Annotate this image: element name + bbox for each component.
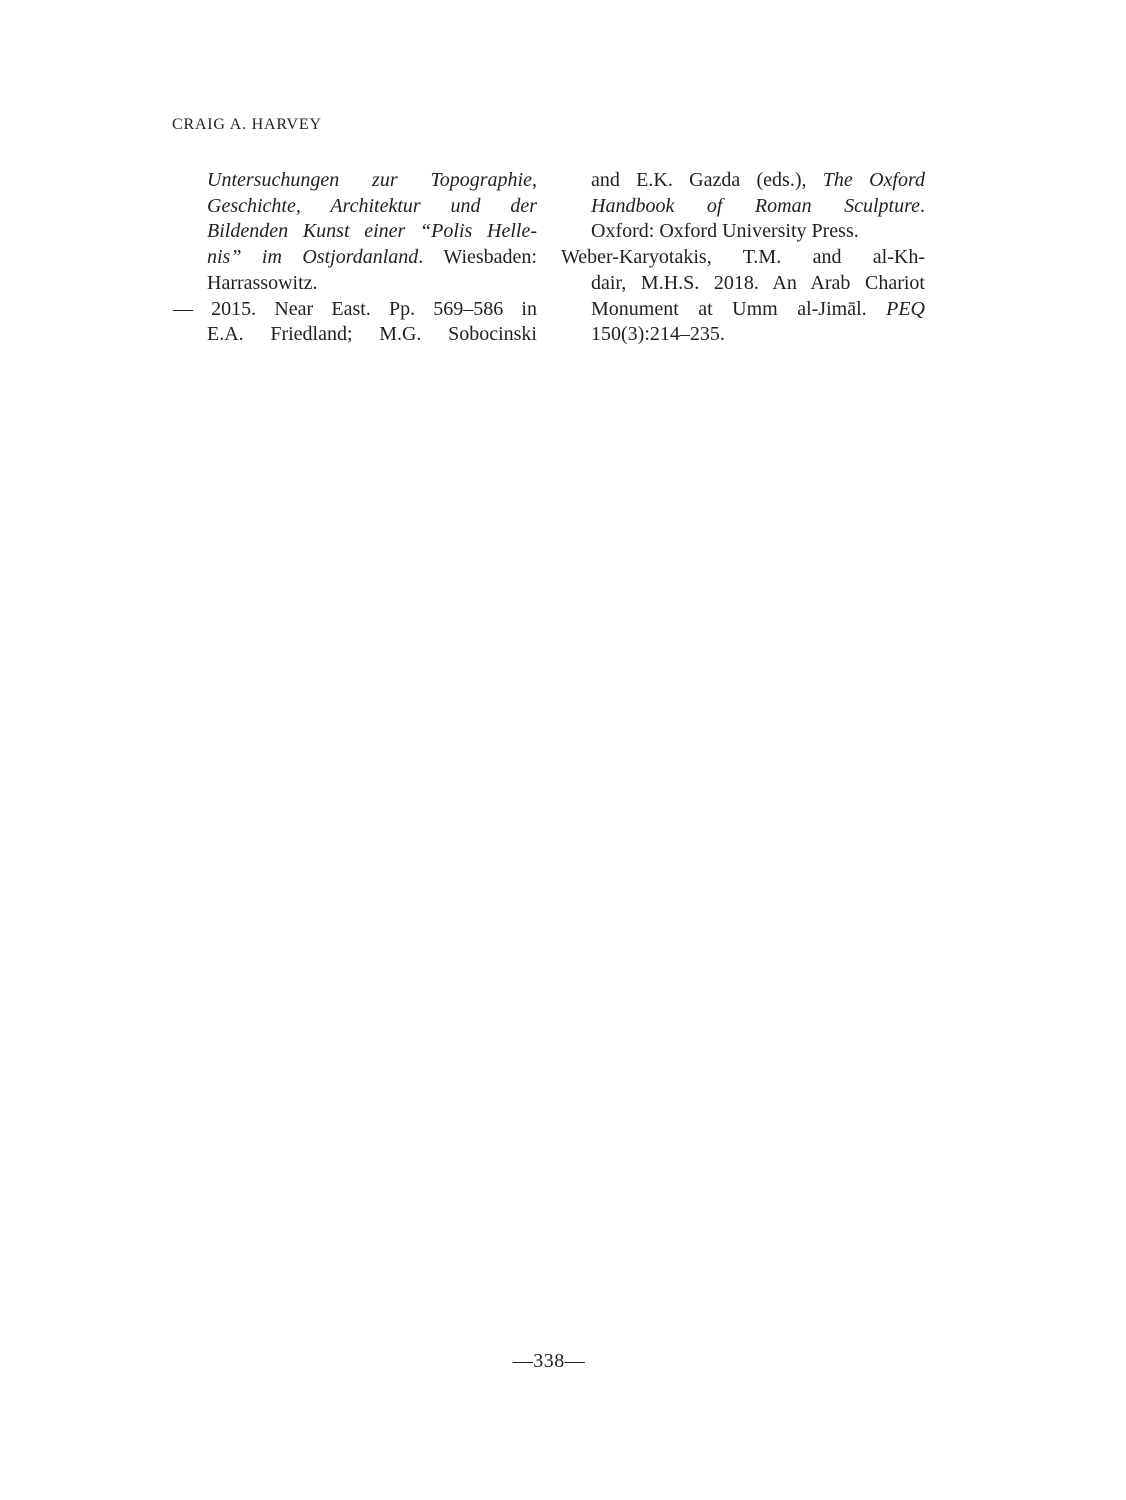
text-line [561, 168, 925, 194]
text-line [561, 245, 925, 271]
italic-text-run: Bildenden Kunst einer “Polis Helle- [207, 220, 537, 243]
bibliography-column-right [561, 168, 925, 348]
text-line [561, 271, 925, 297]
italic-text-run: Handbook of Roman Sculpture [591, 194, 920, 217]
text-run: dair, M.H.S. 2018. An Arab Chariot [591, 271, 925, 294]
text-line [173, 219, 537, 245]
text-run: Monument at Umm al-Jimāl. [591, 297, 887, 320]
text-run: and E.K. Gazda (eds.), [591, 169, 823, 191]
text-line [173, 271, 537, 297]
text-run: 150(3):214–235. [591, 323, 725, 346]
italic-text-run: nis” im Ostjordanland [207, 246, 419, 269]
page-number: —338— [512, 1350, 586, 1372]
text-run: Oxford: Oxford University Press. [591, 220, 859, 243]
text-line [561, 322, 925, 348]
text-run: E.A. Friedland; M.G. Sobocinski [207, 323, 537, 346]
text-line [561, 194, 925, 220]
text-line [561, 297, 925, 323]
running-header: CRAIG A. HARVEY [172, 116, 322, 133]
text-run: . [920, 194, 925, 217]
text-line [173, 245, 537, 271]
text-line [561, 219, 925, 245]
text-line [173, 297, 537, 323]
text-line [173, 194, 537, 220]
bibliography-columns [173, 168, 925, 348]
text-line [173, 322, 537, 348]
italic-text-run: The Oxford [822, 169, 925, 191]
bibliography-column-left [173, 168, 537, 348]
italic-text-run: PEQ [886, 297, 925, 320]
text-run: . Wiesbaden: [418, 246, 537, 269]
italic-text-run: Geschichte, Architektur und der [207, 194, 537, 217]
text-run: Harrassowitz. [207, 271, 318, 294]
text-run: — 2015. Near East. Pp. 569–586 in [173, 297, 537, 320]
text-run: Weber-Karyotakis, T.M. and al-Kh- [561, 246, 925, 269]
italic-text-run: Untersuchungen zur Topographie, [207, 169, 537, 191]
text-line [173, 168, 537, 194]
